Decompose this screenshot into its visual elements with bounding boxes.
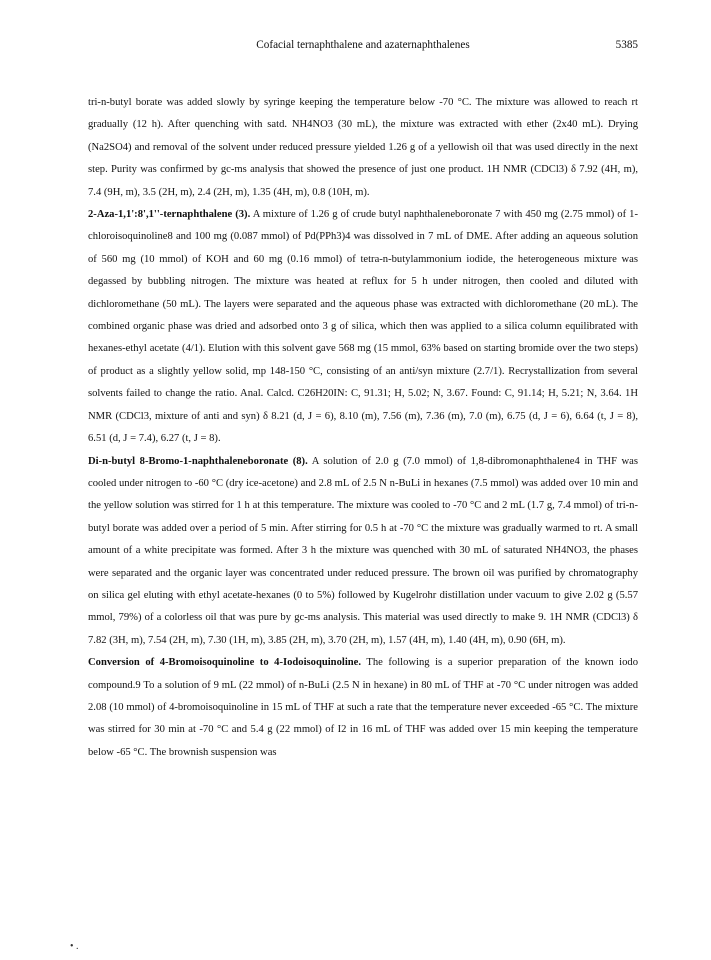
- paragraph: [88, 204, 638, 450]
- paragraph-text: tri-n-butyl borate was added slowly by syringe keeping the temperature below -70 °C. The mixture was allowed to reach rt gradually (12 h). After quenching with satd. NH4NO3 (30 mL), the mixture was extracted with ether (2x40 mL). Drying (Na2SO4) and removal of the solvent under reduced pressure yielded 1.26 g of a yellowish oil that was used directly in the next step. Purity was confirmed by gc-ms analysis that showed the presence of just one product. 1H NMR (CDCl3) δ 7.92 (4H, m), 7.4 (9H, m), 3.5 (2H, m), 2.4 (2H, m), 1.35 (4H, m), 0.8 (10H, m).: [88, 97, 638, 198]
- section-heading: 2-Aza-1,1':8',1''-ternaphthalene (3).: [88, 209, 251, 221]
- paragraph-text: A mixture of 1.26 g of crude butyl naphthaleneboronate 7 with 450 mg (2.75 mmol) of 1-chloroisoquinoline8 and 100 mg (0.087 mmol) of Pd(PPh3)4 was dissolved in 7 mL of DME. After adding an aqueous solution of 560 mg (10 mmol) of KOH and 60 mg (0.16 mmol) of tetra-n-butylammonium iodide, the heterogeneous mixture was degassed by bubbling nitrogen. The mixture was heated at reflux for 5 h under nitrogen, then cooled and diluted with dichloromethane (50 mL). The layers were separated and the aqueous phase was extracted with dichloromethane (20 mL). The combined organic phase was dried and adsorbed onto 3 g of silica, which then was applied to a silica column equilibrated with hexanes-ethyl acetate (4/1). Elution with this solvent gave 568 mg (15 mmol, 63% based on starting bromide over the two steps) of product as a slightly yellow solid, mp 148-150 °C, consisting of an anti/syn mixture (2.7/1). Recrystallization from several solvents failed to change the ratio. Anal. Calcd. C26H20IN: C, 91.31; H, 5.02; N, 3.67. Found: C, 91.14; H, 5.21; N, 3.64. 1H NMR (CDCl3, mixture of anti and syn) δ 8.21 (d, J = 6), 8.10 (m), 7.56 (m), 7.36 (m), 7.0 (m), 6.75 (d, J = 6), 6.64 (t, J = 8), 6.51 (d, J = 7.4), 6.27 (t, J = 8).: [88, 209, 639, 445]
- paragraph: [88, 652, 638, 764]
- section-heading: Conversion of 4-Bromoisoquinoline to 4-Iodoisoquinoline.: [88, 657, 362, 669]
- scan-mark: • .: [70, 941, 79, 952]
- paragraph: [88, 451, 638, 653]
- running-title: Cofacial ternaphthalene and azaternaphthalenes: [256, 39, 470, 51]
- page-number: 5385: [615, 39, 638, 51]
- body-text: [88, 92, 638, 764]
- section-heading: Di-n-butyl 8-Bromo-1-naphthaleneboronate (8).: [88, 455, 308, 467]
- paragraph: [88, 92, 638, 204]
- paragraph-text: The following is a superior preparation of the known iodo compound.9 To a solution of 9 mL (22 mmol) of n-BuLi (2.5 N in hexane) in 80 mL of THF at -70 °C under nitrogen was added 2.08 (10 mmol) of 4-bromoisoquinoline in 15 mL of THF at such a rate that the temperature never exceeded -65 °C. The mixture was stirred for 30 min at -70 °C and 5.4 g (22 mmol) of I2 in 16 mL of THF was added over 15 min keeping the temperature below -65 °C. The brownish suspension was: [88, 657, 638, 758]
- paragraph-text: A solution of 2.0 g (7.0 mmol) of 1,8-dibromonaphthalene4 in THF was cooled under nitrogen to -60 °C (dry ice-acetone) and 2.8 mL of 2.5 N n-BuLi in hexanes (7.5 mmol) was added over 10 min and the yellow solution was stirred for 1 h at this temperature. The mixture was cooled to -70 °C and 2 mL (1.7 g, 7.4 mmol) of tri-n-butyl borate was added over a period of 5 min. After stirring for 0.5 h at -70 °C the mixture was gradually warmed to rt. A small amount of a white precipitate was formed. After 3 h the mixture was quenched with 30 mL of saturated NH4NO3, the phases were separated and the organic layer was concentrated under reduced pressure. The brown oil was purified by chromatography on silica gel eluting with ethyl acetate-hexanes (0 to 5%) followed by Kugelrohr distillation under vacuum to give 2.02 g (5.57 mmol, 79%) of a colorless oil that was pure by gc-ms analysis. This material was used directly to make 9. 1H NMR (CDCl3) δ 7.82 (3H, m), 7.54 (2H, m), 7.30 (1H, m), 3.85 (2H, m), 3.70 (2H, m), 1.57 (4H, m), 1.40 (4H, m), 0.90 (6H, m).: [88, 455, 638, 646]
